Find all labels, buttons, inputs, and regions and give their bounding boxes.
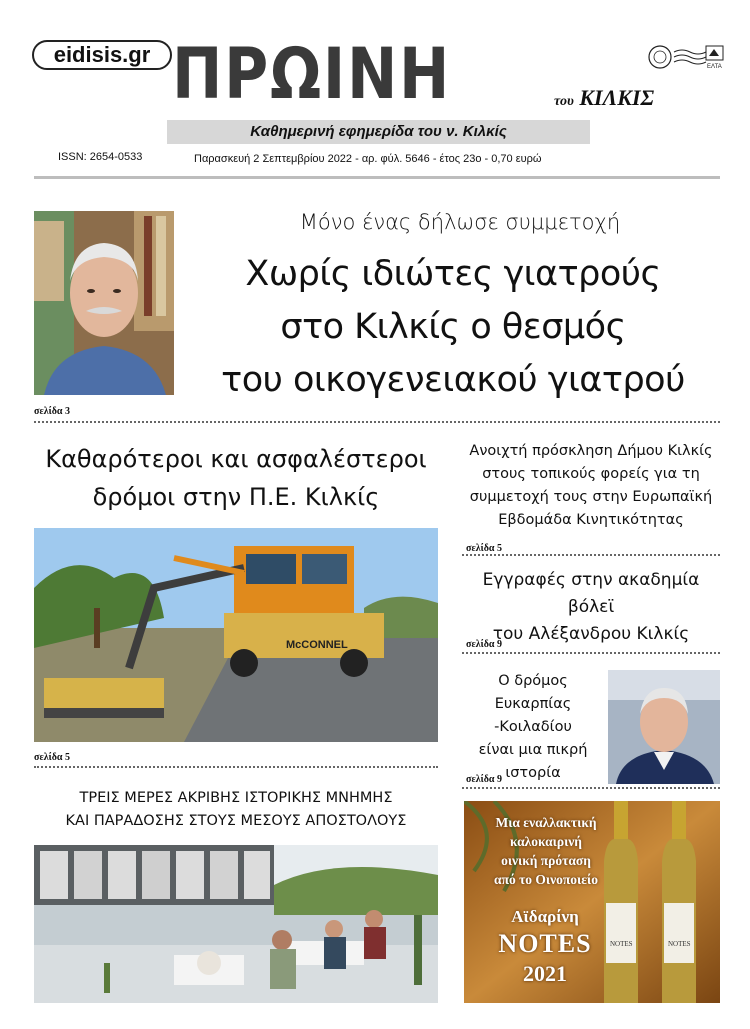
section-divider <box>34 421 720 423</box>
lead-headline-line: στο Κιλκίς ο θεσμός <box>280 307 626 347</box>
bottle-label-text: NOTES <box>610 940 633 948</box>
ad-brand <box>470 905 620 989</box>
event-photo[interactable] <box>34 845 438 1003</box>
issue-info: Παρασκευή 2 Σεπτεμβρίου 2022 - αρ. φύλ. 5646 - έτος 23ο - 0,70 ευρώ <box>194 153 542 165</box>
ad-product-name: NOTES <box>498 929 592 958</box>
side-story-mobility-week[interactable] <box>462 440 720 532</box>
page-ref-lead: σελίδα 3 <box>34 406 70 417</box>
logo-subtitle <box>554 85 654 111</box>
truck-illustration <box>34 528 438 742</box>
side-story-line: είναι μια πικρή <box>478 742 588 758</box>
bottle-label-text: NOTES <box>668 940 691 948</box>
ad-copy <box>470 813 622 889</box>
story2-headline-line: δρόμοι στην Π.Ε. Κιλκίς <box>92 483 380 511</box>
ad-brand-name: Αϊδαρίνη <box>511 907 579 926</box>
politician-portrait-photo[interactable] <box>608 670 720 784</box>
masthead-rule <box>34 176 720 179</box>
tagline: Καθημερινή εφημερίδα του ν. Κιλκίς <box>167 120 590 144</box>
side-story-line: -Κοιλαδίου <box>494 719 572 735</box>
story3-headline-line: ΚΑΙ ΠΑΡΑΔΟΣΗΣ ΣΤΟΥΣ ΜΕΣΟΥΣ ΑΠΟΣΤΟΛΟΥΣ <box>65 813 407 829</box>
elta-label: ΕΛΤΑ <box>707 64 722 70</box>
story3-headline[interactable] <box>34 787 438 833</box>
side-story-line: συμμετοχή τους στην Ευρωπαϊκή <box>469 489 713 505</box>
ad-copy-line: οινική πρόταση <box>501 853 591 868</box>
side-story-line: του Αλέξανδρου Κιλκίς <box>492 624 690 644</box>
side-story-road[interactable] <box>462 670 604 785</box>
page-ref-side2: σελίδα 9 <box>466 639 502 650</box>
truck-brand-label: McCONNEL <box>286 639 348 651</box>
page-ref-story2: σελίδα 5 <box>34 752 70 763</box>
logo-sub-small: του <box>554 94 574 109</box>
portrait-illustration <box>608 670 720 784</box>
section-divider <box>462 554 720 556</box>
section-divider <box>34 766 438 768</box>
section-divider <box>462 787 720 789</box>
issn: ISSN: 2654-0533 <box>58 151 143 163</box>
side-story-line: Ο δρόμος Ευκαρπίας <box>494 673 572 712</box>
side-story-line: ιστορία <box>505 765 561 781</box>
portrait-illustration <box>34 211 174 395</box>
side-story-volleyball[interactable] <box>462 567 720 648</box>
winery-advertisement[interactable] <box>464 801 720 1003</box>
side-story-line: Εβδομάδα Κινητικότητας <box>498 512 684 528</box>
lead-headline[interactable] <box>186 248 720 407</box>
ad-copy-line: καλοκαιρινή <box>510 834 582 849</box>
story2-headline[interactable] <box>34 440 438 516</box>
lead-kicker: Μόνο ένας δήλωσε συμμετοχή <box>299 210 621 234</box>
section-divider <box>462 652 720 654</box>
story3-headline-line: ΤΡΕΙΣ ΜΕΡΕΣ ΑΚΡΙΒΗΣ ΙΣΤΟΡΙΚΗΣ ΜΝΗΜΗΣ <box>79 790 393 806</box>
side-story-line: Εγγραφές στην ακαδημία βόλεϊ <box>482 570 700 617</box>
event-illustration <box>34 845 438 1003</box>
postal-stamp-icon <box>648 44 724 70</box>
roadworks-truck-photo[interactable] <box>34 528 438 742</box>
site-badge[interactable]: eidisis.gr <box>32 40 172 70</box>
side-story-line: Ανοιχτή πρόσκληση Δήμου Κιλκίς <box>469 443 713 459</box>
story2-headline-line: Καθαρότεροι και ασφαλέστεροι <box>45 445 427 473</box>
ad-product-year: 2021 <box>523 961 567 986</box>
lead-headline-line: Χωρίς ιδιώτες γιατρούς <box>245 254 661 294</box>
ad-copy-line: Μια εναλλακτική <box>495 815 597 830</box>
newspaper-logo: ΠΡΩΙΝΗ <box>172 33 452 115</box>
ad-copy-line: από το Οινοποιείο <box>494 872 598 887</box>
side-story-line: στους τοπικούς φορείς για τη <box>482 466 700 482</box>
page-ref-side1: σελίδα 5 <box>466 543 502 554</box>
lead-headline-line: του οικογενειακού γιατρού <box>221 360 685 400</box>
lead-portrait-photo[interactable] <box>34 211 174 395</box>
page-ref-side3: σελίδα 9 <box>466 774 502 785</box>
logo-sub-city: ΚΙΛΚΙΣ <box>579 85 655 110</box>
